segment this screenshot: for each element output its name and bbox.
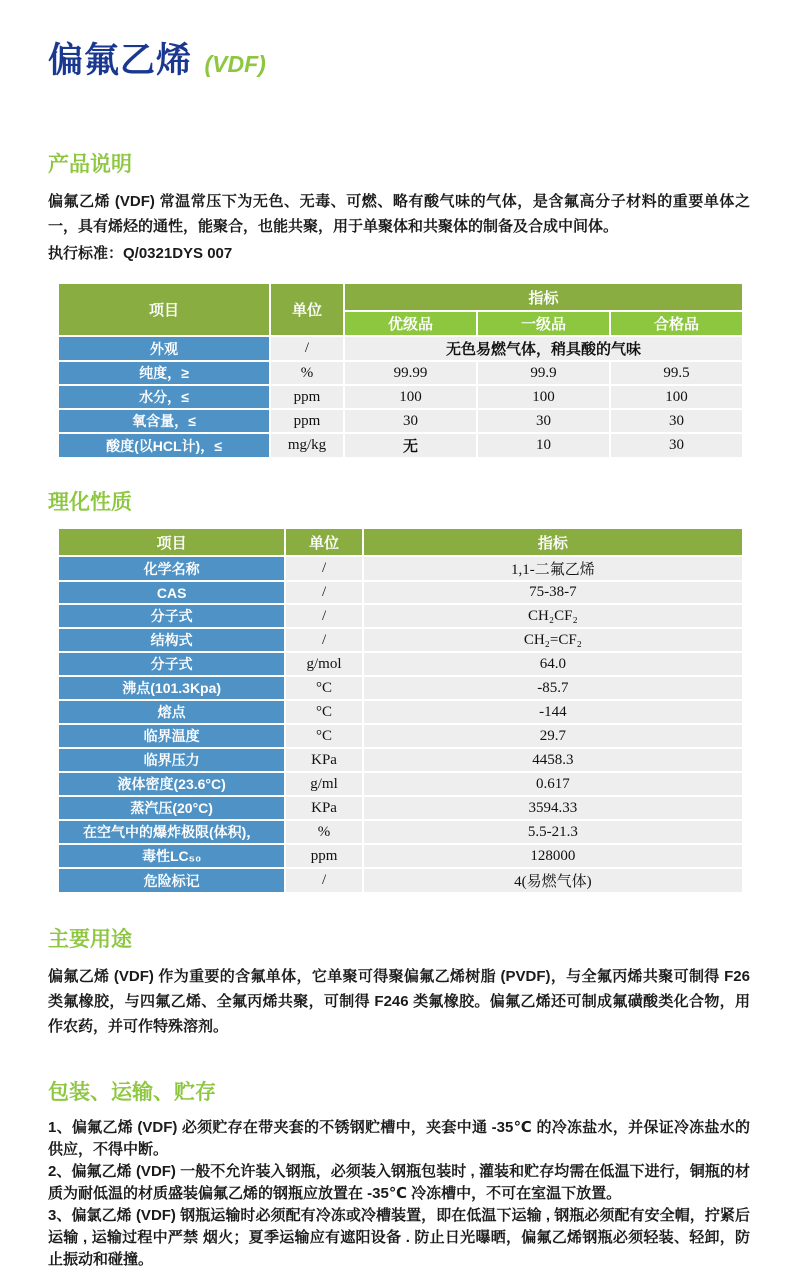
prop-index-value: 29.7 bbox=[364, 725, 742, 747]
spec-grade-value: 100 bbox=[478, 386, 609, 408]
spec-grade-value: 100 bbox=[611, 386, 742, 408]
spec-grade-value: 30 bbox=[345, 410, 476, 432]
spec-table bbox=[57, 282, 744, 459]
prop-item-label: 临界压力 bbox=[59, 749, 284, 771]
prop-index-value: 75-38-7 bbox=[364, 582, 742, 603]
spec-grade-qualified: 合格品 bbox=[611, 312, 742, 335]
spec-header-index: 指标 bbox=[345, 284, 742, 310]
table-row bbox=[59, 749, 742, 771]
spec-grade-value: 30 bbox=[611, 434, 742, 457]
prop-item-label: 危险标记 bbox=[59, 869, 284, 892]
prop-item-label: 蒸汽压(20°C) bbox=[59, 797, 284, 819]
spec-grade-value: 10 bbox=[478, 434, 609, 457]
table-row bbox=[59, 797, 742, 819]
table-row bbox=[59, 605, 742, 627]
prop-item-label: 熔点 bbox=[59, 701, 284, 723]
prop-index-value: CH₂=CF₂ bbox=[364, 629, 742, 651]
prop-unit-value: °C bbox=[286, 677, 361, 699]
section-heading-properties: 理化性质 bbox=[48, 491, 132, 514]
spec-grade-value: 99.99 bbox=[345, 362, 476, 384]
properties-table bbox=[57, 527, 744, 894]
prop-unit-value: / bbox=[286, 557, 361, 580]
spec-grade-first: 一级品 bbox=[478, 312, 609, 335]
prop-item-label: 分子式 bbox=[59, 605, 284, 627]
prop-index-value: -85.7 bbox=[364, 677, 742, 699]
prop-item-label: 毒性LC₅₀ bbox=[59, 845, 284, 867]
table-row bbox=[59, 725, 742, 747]
prop-index-value: 0.617 bbox=[364, 773, 742, 795]
prop-index-value: 64.0 bbox=[364, 653, 742, 675]
prop-index-value: 1,1-二氟乙烯 bbox=[364, 557, 742, 580]
prop-unit-value: % bbox=[286, 821, 361, 843]
prop-unit-value: / bbox=[286, 582, 361, 603]
prop-item-label: 化学名称 bbox=[59, 557, 284, 580]
props-header-unit: 单位 bbox=[286, 529, 361, 555]
table-row bbox=[59, 557, 742, 580]
section-heading-product-description: 产品说明 bbox=[48, 153, 132, 176]
prop-unit-value: °C bbox=[286, 701, 361, 723]
section-heading-main-uses: 主要用途 bbox=[48, 928, 132, 951]
spec-item-label: 氧含量，≤ bbox=[59, 410, 269, 432]
table-row bbox=[59, 653, 742, 675]
props-header-index: 指标 bbox=[364, 529, 742, 555]
prop-unit-value: / bbox=[286, 605, 361, 627]
prop-index-value: 4458.3 bbox=[364, 749, 742, 771]
table-row bbox=[59, 362, 742, 384]
spec-item-label: 纯度，≥ bbox=[59, 362, 269, 384]
table-row bbox=[59, 677, 742, 699]
spec-grade-value: 30 bbox=[611, 410, 742, 432]
prop-unit-value: ppm bbox=[286, 845, 361, 867]
prop-index-value: 5.5-21.3 bbox=[364, 821, 742, 843]
storage-item-2: 2、偏氟乙烯 (VDF) 一般不允许装入钢瓶，必须装入钢瓶包装时 , 灌装和贮存均需在低温下进行，铜瓶的材质为耐低温的材质盛装偏氟乙烯的钢瓶应放置在 -35℃ 冷冻槽中，不可在室温下放置。 bbox=[48, 1163, 750, 1202]
spec-grade-value: 99.5 bbox=[611, 362, 742, 384]
spec-grade-value: 99.9 bbox=[478, 362, 609, 384]
spec-grade-premium: 优级品 bbox=[345, 312, 476, 335]
table-row bbox=[59, 410, 742, 432]
table-row bbox=[59, 701, 742, 723]
spec-unit-value: ppm bbox=[271, 410, 343, 432]
prop-unit-value: / bbox=[286, 629, 361, 651]
prop-unit-value: g/mol bbox=[286, 653, 361, 675]
table-row bbox=[59, 386, 742, 408]
prop-unit-value: g/ml bbox=[286, 773, 361, 795]
table-row bbox=[59, 821, 742, 843]
table-row bbox=[59, 582, 742, 603]
storage-item-3: 3、偏氯乙烯 (VDF) 钢瓶运输时必须配有冷冻或冷槽装置，即在低温下运输 , 钢瓶必须配有安全帽，拧紧后运输 , 运输过程中严禁 烟火；夏季运输应有遮阳设备 . 防止日光曝晒，偏氟乙烯钢瓶必须轻装、轻卸，防止振动和碰撞。 bbox=[48, 1207, 750, 1268]
prop-index-value: 128000 bbox=[364, 845, 742, 867]
prop-item-label: 结构式 bbox=[59, 629, 284, 651]
props-header-item: 项目 bbox=[59, 529, 284, 555]
product-name-title: 偏氟乙烯 bbox=[48, 41, 193, 80]
prop-item-label: 临界温度 bbox=[59, 725, 284, 747]
page-title bbox=[48, 40, 750, 89]
spec-unit-value: ppm bbox=[271, 386, 343, 408]
section-heading-storage: 包装、运输、贮存 bbox=[48, 1081, 216, 1104]
spec-appearance-value: 无色易燃气体，稍具酸的气味 bbox=[345, 337, 742, 360]
prop-index-value: -144 bbox=[364, 701, 742, 723]
prop-item-label: 分子式 bbox=[59, 653, 284, 675]
prop-unit-value: KPa bbox=[286, 797, 361, 819]
spec-grade-value: 30 bbox=[478, 410, 609, 432]
spec-grade-value: 无 bbox=[345, 434, 476, 457]
prop-item-label: 在空气中的爆炸极限(体积)， bbox=[59, 821, 284, 843]
storage-item-1: 1、偏氟乙烯 (VDF) 必须贮存在带夹套的不锈钢贮槽中，夹套中通 -35℃ 的冷冻盐水，并保证冷冻盐水的供应，不得中断。 bbox=[48, 1119, 750, 1158]
spec-item-label: 水分，≤ bbox=[59, 386, 269, 408]
prop-item-label: 沸点(101.3Kpa) bbox=[59, 677, 284, 699]
prop-item-label: CAS bbox=[59, 582, 284, 603]
properties-header-row bbox=[59, 529, 742, 555]
main-uses-text: 偏氟乙烯 (VDF) 作为重要的含氟单体，它单聚可得聚偏氟乙烯树脂 (PVDF)，与全氟丙烯共聚可制得 F26 类氟橡胶，与四氟乙烯、全氟丙烯共聚，可制得 F246 类氟橡胶。偏氟乙烯还可制成氟磺酸类化合物，用作农药，并可作特殊溶剂。 bbox=[48, 968, 750, 1035]
prop-unit-value: KPa bbox=[286, 749, 361, 771]
prop-index-value: CH₂CF₂ bbox=[364, 605, 742, 627]
spec-item-label: 酸度(以HCL计)，≤ bbox=[59, 434, 269, 457]
prop-item-label: 液体密度(23.6°C) bbox=[59, 773, 284, 795]
table-row bbox=[59, 845, 742, 867]
product-abbreviation: (VDF) bbox=[204, 51, 266, 77]
spec-unit-value: % bbox=[271, 362, 343, 384]
table-row bbox=[59, 869, 742, 892]
prop-unit-value: °C bbox=[286, 725, 361, 747]
table-row bbox=[59, 337, 742, 360]
table-row bbox=[59, 629, 742, 651]
prop-unit-value: / bbox=[286, 869, 361, 892]
spec-unit-value: / bbox=[271, 337, 343, 360]
execution-standard-text: 执行标准：Q/0321DYS 007 bbox=[48, 245, 233, 262]
prop-index-value: 3594.33 bbox=[364, 797, 742, 819]
spec-header-item: 项目 bbox=[59, 284, 269, 335]
table-row bbox=[59, 434, 742, 457]
spec-unit-value: mg/kg bbox=[271, 434, 343, 457]
product-description-text: 偏氟乙烯 (VDF) 常温常压下为无色、无毒、可燃、略有酸气味的气体，是含氟高分子材料的重要单体之一，具有烯烃的通性，能聚合，也能共聚，用于单聚体和共聚体的制备及合成中间体。 bbox=[48, 193, 750, 235]
prop-index-value: 4(易燃气体) bbox=[364, 869, 742, 892]
table-row bbox=[59, 773, 742, 795]
spec-table-header-row bbox=[59, 284, 742, 310]
spec-grade-value: 100 bbox=[345, 386, 476, 408]
spec-item-label: 外观 bbox=[59, 337, 269, 360]
spec-header-unit: 单位 bbox=[271, 284, 343, 335]
